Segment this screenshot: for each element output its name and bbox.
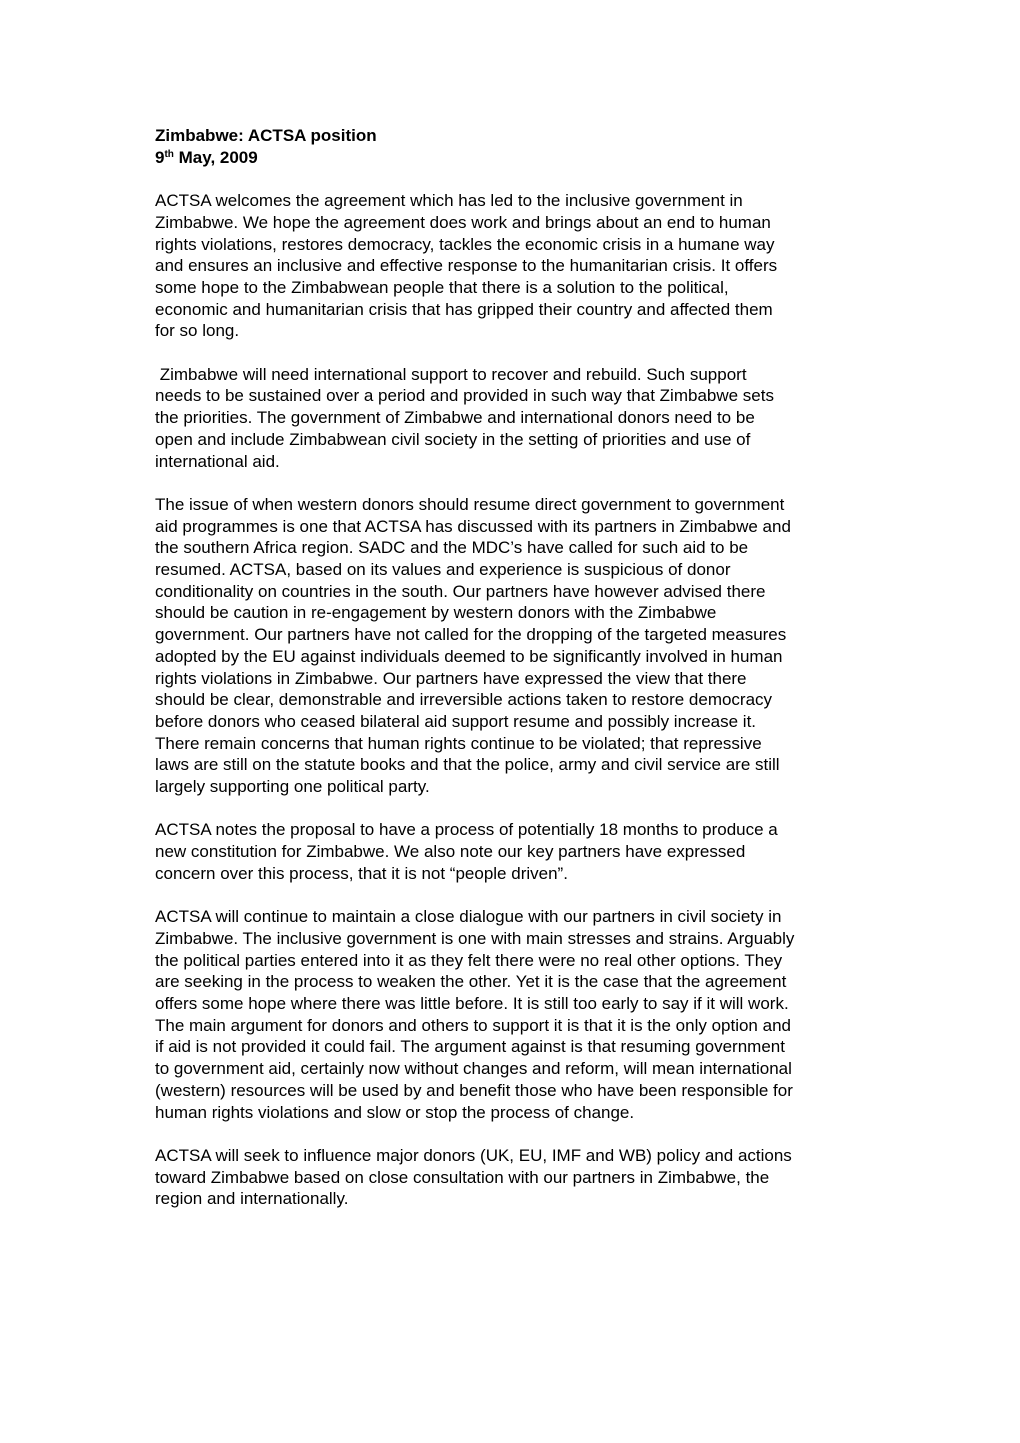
paragraph-line: adopted by the EU against individuals deemed to be significantly involved in human <box>155 646 783 666</box>
date-day: 9 <box>155 147 165 167</box>
paragraph-line: concern over this process, that it is not “people driven”. <box>155 863 568 883</box>
paragraph-line: human rights violations and slow or stop the process of change. <box>155 1102 635 1122</box>
paragraph-line: before donors who ceased bilateral aid support resume and possibly increase it. <box>155 711 757 731</box>
document-date <box>155 147 875 169</box>
paragraph <box>155 819 875 884</box>
paragraph-line: needs to be sustained over a period and provided in such way that Zimbabwe sets <box>155 386 774 406</box>
paragraph-line: international aid. <box>155 451 280 471</box>
paragraph <box>155 494 875 798</box>
paragraph <box>155 190 875 342</box>
paragraph-line: should be clear, demonstrable and irreversible actions taken to restore democracy <box>155 690 773 710</box>
date-suffix: th <box>164 148 174 160</box>
paragraph-line: Zimbabwe. We hope the agreement does work and brings about an end to human <box>155 212 771 232</box>
paragraph-line: ACTSA welcomes the agreement which has led to the inclusive government in <box>155 191 743 211</box>
paragraph-line: The main argument for donors and others to support it is that it is the only option and <box>155 1015 791 1035</box>
paragraph-line: the political parties entered into it as they felt there were no real other options. They <box>155 950 783 970</box>
paragraph-line: largely supporting one political party. <box>155 777 430 797</box>
paragraph-line: Zimbabwe will need international support to recover and rebuild. Such support <box>155 364 747 384</box>
paragraph-line: toward Zimbabwe based on close consultation with our partners in Zimbabwe, the <box>155 1167 770 1187</box>
paragraph-line: open and include Zimbabwean civil society in the setting of priorities and use of <box>155 429 751 449</box>
paragraph-line: There remain concerns that human rights continue to be violated; that repressive <box>155 733 762 753</box>
paragraph-line: aid programmes is one that ACTSA has discussed with its partners in Zimbabwe and <box>155 516 791 536</box>
paragraph-line: rights violations, restores democracy, tackles the economic crisis in a humane way <box>155 234 775 254</box>
paragraph <box>155 1145 875 1210</box>
paragraph-line: for so long. <box>155 321 240 341</box>
document-title: Zimbabwe: ACTSA position <box>155 126 377 145</box>
paragraph-line: offers some hope where there was little before. It is still too early to say if it will work. <box>155 994 789 1014</box>
paragraph-line: The issue of when western donors should resume direct government to government <box>155 494 785 514</box>
paragraph-line: if aid is not provided it could fail. The argument against is that resuming government <box>155 1037 785 1057</box>
paragraph-line: region and internationally. <box>155 1189 349 1209</box>
paragraph-line: economic and humanitarian crisis that has gripped their country and affected them <box>155 299 773 319</box>
paragraph-line: should be caution in re-engagement by western donors with the Zimbabwe <box>155 603 717 623</box>
paragraph-line: ACTSA will continue to maintain a close dialogue with our partners in civil society in <box>155 907 782 927</box>
paragraph-line: Zimbabwe. The inclusive government is one with main stresses and strains. Arguably <box>155 928 795 948</box>
paragraph-line: are seeking in the process to weaken the other. Yet it is the case that the agreement <box>155 972 787 992</box>
paragraph-line: ACTSA will seek to influence major donors (UK, EU, IMF and WB) policy and actions <box>155 1145 792 1165</box>
paragraph-line: to government aid, certainly now without changes and reform, will mean international <box>155 1059 792 1079</box>
paragraph-line: the southern Africa region. SADC and the MDC’s have called for such aid to be <box>155 538 749 558</box>
paragraph-line: some hope to the Zimbabwean people that there is a solution to the political, <box>155 277 729 297</box>
paragraph-line: new constitution for Zimbabwe. We also note our key partners have expressed <box>155 842 746 862</box>
document-page <box>155 125 875 1210</box>
paragraph-line: rights violations in Zimbabwe. Our partners have expressed the view that there <box>155 668 747 688</box>
paragraph-line: conditionality on countries in the south. Our partners have however advised there <box>155 581 766 601</box>
paragraph-line: ACTSA notes the proposal to have a process of potentially 18 months to produce a <box>155 820 778 840</box>
paragraph-line: (western) resources will be used by and benefit those who have been responsible for <box>155 1080 793 1100</box>
paragraph-line: and ensures an inclusive and effective response to the humanitarian crisis. It offers <box>155 256 778 276</box>
paragraph-line: laws are still on the statute books and that the police, army and civil service are still <box>155 755 780 775</box>
paragraph <box>155 906 875 1123</box>
paragraph-line: government. Our partners have not called for the dropping of the targeted measures <box>155 625 787 645</box>
paragraph-line: resumed. ACTSA, based on its values and experience is suspicious of donor <box>155 560 731 580</box>
document-body <box>155 190 875 1210</box>
date-rest: May, 2009 <box>173 147 258 167</box>
paragraph-line: the priorities. The government of Zimbabwe and international donors need to be <box>155 408 755 428</box>
paragraph <box>155 364 875 473</box>
